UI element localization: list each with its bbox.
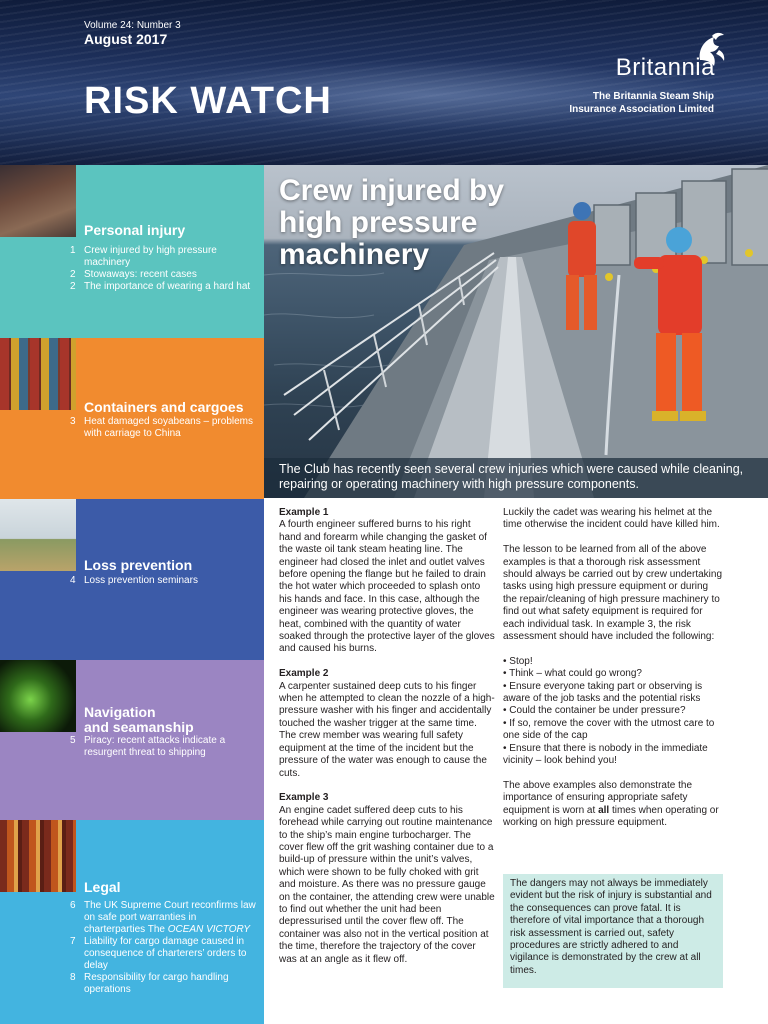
section-title: Personal injury <box>84 222 186 238</box>
association-name: The Britannia Steam Ship Insurance Association Limited <box>569 91 714 115</box>
checklist-item: • Stop! <box>503 655 533 667</box>
section-legal <box>0 820 264 1024</box>
containers-thumbnail <box>0 338 76 410</box>
example-heading: Example 2 <box>279 668 329 680</box>
contents-item[interactable]: 2 The importance of wearing a hard hat <box>70 281 251 292</box>
publication-title: RISK WATCH <box>84 80 332 122</box>
article-standfirst: The Club has recently seen several crew injuries which were caused while cleaning, repairing or operating machinery with high pressure components. <box>264 458 768 498</box>
hero-photo <box>264 165 768 498</box>
example-heading: Example 3 <box>279 792 329 804</box>
navigation-thumbnail <box>0 660 76 732</box>
contents-item[interactable]: 1 Crew injured by high pressure machinery <box>70 245 217 268</box>
continuation-text: Luckily the cadet was wearing his helmet at the time otherwise the incident could have killed him. <box>503 507 720 531</box>
volume-number: Volume 24: Number 3 <box>84 20 181 31</box>
example-text: An engine cadet suffered deep cuts to his forehead while carrying out routine maintenance to the ship’s main engine turbocharger. The cover flew off the grit washing container due to a build-up of pressure within the unit’s valves, which were shown to be fully choked with grit and moisture. As there was no pressure gauge on the container, the attending crew were unable to find out whether the unit had been depressurised until the cover flew off. The container was also not in the vertical position at the time, therefore the trajectory of the cover was at an angle as it flew off. <box>279 804 495 965</box>
issue-info <box>84 20 181 47</box>
section-title: Legal <box>84 879 121 895</box>
legal-thumbnail <box>0 820 76 892</box>
contents-item[interactable]: 5 Piracy: recent attacks indicate a resurgent threat to shipping <box>70 735 226 758</box>
article-headline: Crew injured by high pressure machinery <box>279 174 505 271</box>
contents-item[interactable]: 2 Stowaways: recent cases <box>70 269 197 280</box>
article-column-1 <box>279 507 495 966</box>
loss-prevention-thumbnail <box>0 499 76 571</box>
section-loss-prevention <box>0 499 264 660</box>
personal-injury-thumbnail <box>0 165 76 237</box>
contents-item[interactable]: 7 Liability for cargo damage caused in consequence of charterers’ orders to delay <box>70 936 247 971</box>
section-containers-cargoes <box>0 338 264 499</box>
section-items <box>70 245 256 293</box>
section-title: Navigation and seamanship <box>84 704 194 735</box>
britannia-wordmark: Britannia <box>615 54 715 81</box>
checklist-item: • If so, remove the cover with the utmost care to one side of the cap <box>503 717 715 742</box>
section-title: Loss prevention <box>84 557 193 573</box>
section-navigation-seamanship <box>0 660 264 820</box>
checklist-item: • Could the container be under pressure? <box>503 705 686 717</box>
lesson-text: The lesson to be learned from all of the above examples is that a thorough risk assessment should always be carried out by crew undertaking tasks using high pressure equipment or during the repair/cleaning of high pressure machinery to find out what safety equipment is required for each individual task. In example 3, the risk assessment should have included the following: <box>503 544 723 643</box>
section-items <box>70 735 256 759</box>
issue-date: August 2017 <box>84 31 168 47</box>
checklist <box>503 656 723 768</box>
example-text: A carpenter sustained deep cuts to his finger when he attempted to clean the nozzle of a high-pressure washer with his finger and accidentally touched the washer trigger at the same time. The crew member was wearing full safety equipment at the time of the incident but the pressure of the water was enough to cause the cuts. <box>279 680 495 779</box>
section-items <box>70 575 256 587</box>
example-text: A fourth engineer suffered burns to his right hand and forearm while changing the gasket of the waste oil tank steam heating line. The engineer had closed the inlet and outlet valves before opening the flange but he failed to drain the hot water which proceeded to splash onto his hands and face. In this case, although the engineer was wearing protective gloves, the heat, combined with the quantity of water soaked through the protective layer of the gloves and caused his burns. <box>279 519 495 655</box>
section-items <box>70 416 256 440</box>
warning-callout: The dangers may not always be immediately evident but the risk of injury is substantial and the consequences can prove fatal. It is therefore of vital importance that a thorough risk assessment is carried out, safety procedures are strictly adhered to and vigilance is demonstrated by the crew at all times. <box>503 874 723 988</box>
contents-item[interactable]: 6 The UK Supreme Court reconfirms law on safe port warranties in charterparties The OCEAN VICTORY <box>70 900 256 935</box>
britannia-brand <box>528 30 728 120</box>
contents-item[interactable]: 8 Responsibility for cargo handling operations <box>70 972 229 995</box>
contents-item[interactable]: 4 Loss prevention seminars <box>70 575 198 586</box>
article-column-2 <box>503 507 723 830</box>
section-personal-injury <box>0 165 264 338</box>
closing-text: The above examples also demonstrate the importance of ensuring appropriate safety equipment is worn at all times when operating or working on high pressure equipment. <box>503 779 719 829</box>
section-items <box>70 900 256 996</box>
checklist-item: • Think – what could go wrong? <box>503 668 642 680</box>
example-heading: Example 1 <box>279 507 329 518</box>
masthead <box>0 0 768 165</box>
checklist-item: • Ensure everyone taking part or observing is aware of the job tasks and the potential risks <box>503 680 703 705</box>
section-title: Containers and cargoes <box>84 399 244 415</box>
checklist-item: • Ensure that there is nobody in the immediate vicinity – look behind you! <box>503 742 708 767</box>
contents-item[interactable]: 3 Heat damaged soyabeans – problems with carriage to China <box>70 416 253 439</box>
contents-sidebar <box>0 165 264 1024</box>
